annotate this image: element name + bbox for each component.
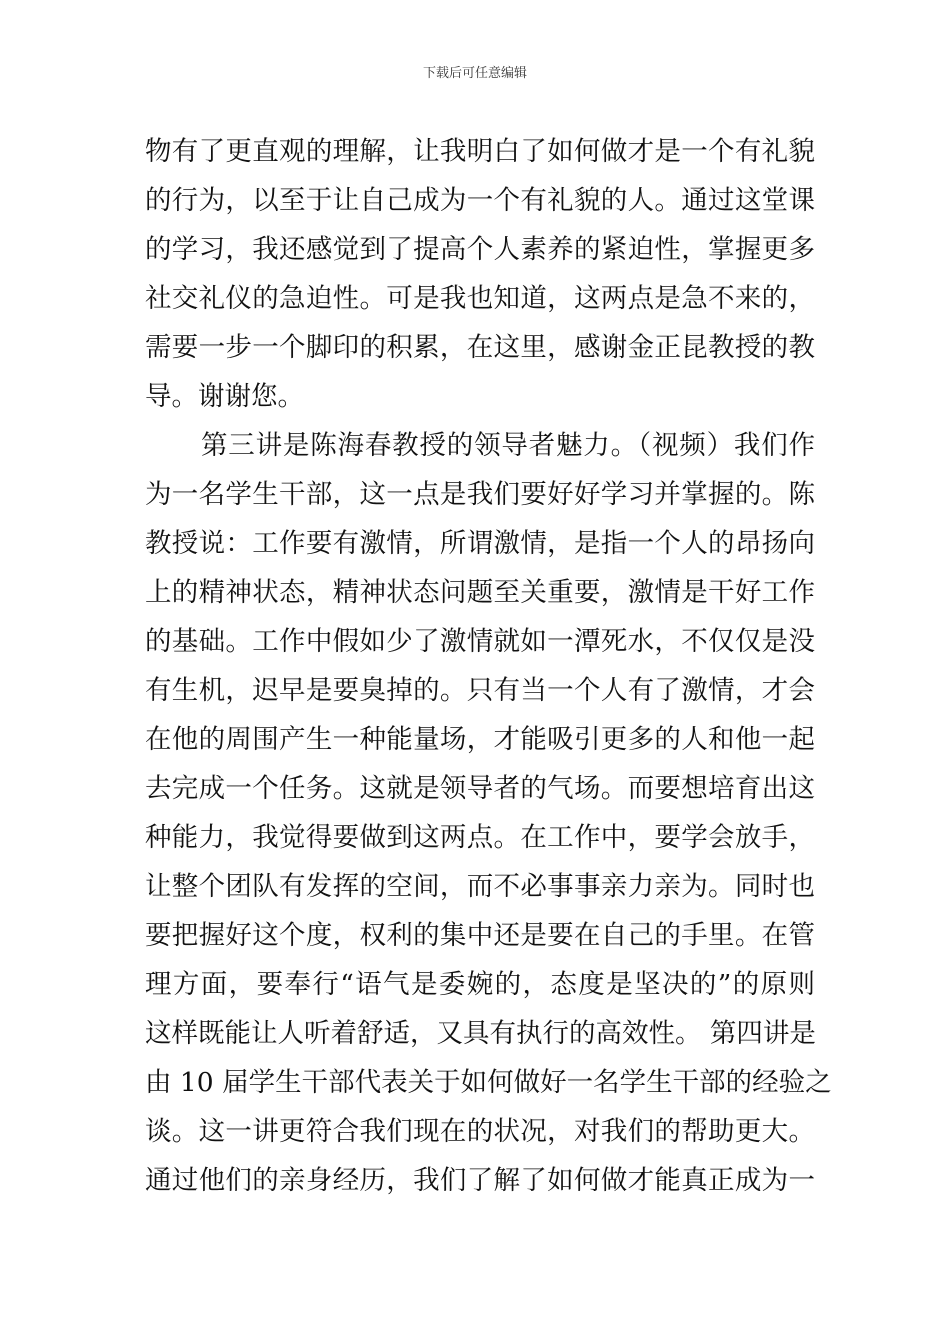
text-line: 的行为，以至于让自己成为一个有礼貌的人。通过这堂课 — [145, 185, 815, 216]
text-line: 社交礼仪的急迫性。可是我也知道，这两点是急不来的， — [145, 283, 815, 314]
text-line: 教授说：工作要有激情，所谓激情，是指一个人的昂扬向 — [145, 528, 815, 559]
text-line: 要把握好这个度，权利的集中还是要在自己的手里。在管 — [145, 920, 815, 951]
text-line: 种能力，我觉得要做到这两点。在工作中，要学会放手， — [145, 822, 815, 853]
text-line: 谈。这一讲更符合我们现在的状况，对我们的帮助更大。 — [145, 1116, 815, 1147]
paragraph-2 — [145, 421, 832, 1205]
text-line: 由 10 届学生干部代表关于如何做好一名学生干部的经验之 — [145, 1067, 832, 1098]
paragraph-1 — [145, 127, 815, 421]
text-line: 的学习，我还感觉到了提高个人素养的紧迫性，掌握更多 — [145, 234, 815, 265]
text-line: 第三讲是陈海春教授的领导者魅力。（视频）我们作 — [201, 430, 815, 461]
text-line: 这样既能让人听着舒适，又具有执行的高效性。 第四讲是 — [145, 1018, 816, 1049]
text-line: 通过他们的亲身经历，我们了解了如何做才能真正成为一 — [145, 1165, 815, 1196]
text-line: 物有了更直观的理解，让我明白了如何做才是一个有礼貌 — [145, 136, 815, 167]
text-line: 为一名学生干部，这一点是我们要好好学习并掌握的。陈 — [145, 479, 815, 510]
text-line: 需要一步一个脚印的积累，在这里，感谢金正昆教授的教 — [145, 332, 815, 363]
text-line: 去完成一个任务。这就是领导者的气场。而要想培育出这 — [145, 773, 815, 804]
text-line: 有生机，迟早是要臭掉的。只有当一个人有了激情，才会 — [145, 675, 815, 706]
text-line: 上的精神状态，精神状态问题至关重要，激情是干好工作 — [145, 577, 815, 608]
document-body — [145, 127, 832, 1205]
text-line: 在他的周围产生一种能量场，才能吸引更多的人和他一起 — [145, 724, 815, 755]
text-line: 让整个团队有发挥的空间，而不必事事亲力亲为。同时也 — [145, 871, 815, 902]
text-line: 的基础。工作中假如少了激情就如一潭死水，不仅仅是没 — [145, 626, 815, 657]
text-line: 导。谢谢您。 — [145, 381, 304, 412]
page-header: 下载后可任意编辑 — [422, 66, 527, 81]
text-line: 理方面，要奉行“语气是委婉的，态度是坚决的”的原则 — [145, 969, 815, 1000]
